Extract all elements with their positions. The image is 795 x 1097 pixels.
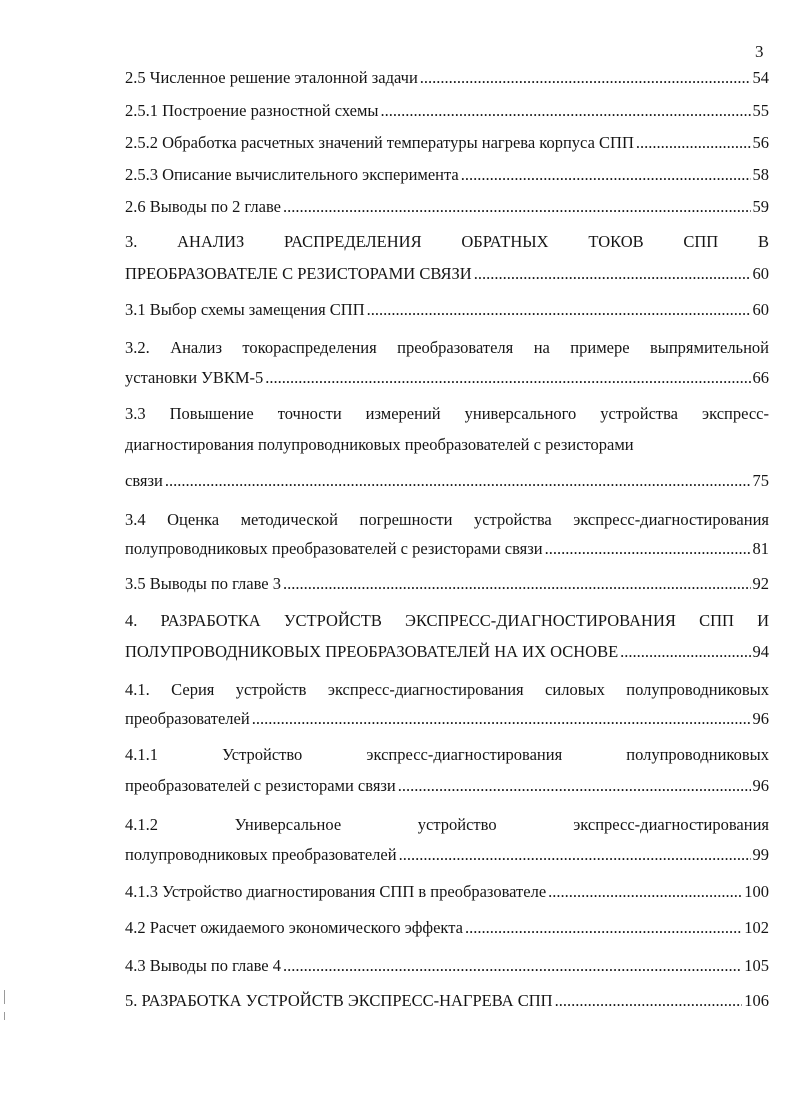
toc-entry-title: 2.6 Выводы по 2 главе <box>125 197 281 216</box>
toc-entry <box>125 884 769 901</box>
toc-entry-title: 4.2 Расчет ожидаемого экономического эффекта <box>125 918 463 937</box>
toc-entry-line1: 3.4 Оценка методической погрешности устройства экспресс-диагностирования <box>125 510 769 529</box>
toc-entry-title: 4.1.3 Устройство диагностирования СПП в преобразователе <box>125 882 547 901</box>
toc-entry <box>125 302 769 319</box>
toc-entry <box>125 711 769 728</box>
toc-entry-line1: 4.1.2 Универсальное устройство экспресс-диагностирования <box>125 815 769 834</box>
toc-entry <box>125 576 769 593</box>
toc-entry-title: диагностирования полупроводниковых преобразователей с резисторами <box>125 435 634 454</box>
toc-entry <box>125 644 769 661</box>
toc-entry-line1: 3.2. Анализ токораспределения преобразователя на примере выпрямительной <box>125 338 769 357</box>
toc-entry-title: ПОЛУПРОВОДНИКОВЫХ ПРЕОБРАЗОВАТЕЛЕЙ НА ИХ ОСНОВЕ <box>125 642 619 661</box>
toc-entry-page: 60 <box>752 264 769 283</box>
toc-entry-page: 55 <box>752 101 769 120</box>
toc-entry <box>125 541 769 558</box>
toc-entry-title: 4.3 Выводы по главе 4 <box>125 956 281 975</box>
toc-entry-page: 59 <box>752 197 769 216</box>
toc-entry <box>125 370 769 387</box>
toc-entry-title: связи <box>125 471 163 490</box>
toc-entry <box>125 199 769 216</box>
leader-dots <box>461 167 751 184</box>
toc-entry-title: 2.5 Численное решение эталонной задачи <box>125 68 418 87</box>
toc-entry-title: преобразователей с резисторами связи <box>125 776 396 795</box>
toc-entry <box>125 266 769 283</box>
toc-entry-page: 99 <box>752 845 769 864</box>
leader-dots <box>420 70 751 87</box>
page-number: 3 <box>755 42 764 61</box>
toc-entry-title: 5. РАЗРАБОТКА УСТРОЙСТВ ЭКСПРЕСС-НАГРЕВА СПП <box>125 991 553 1010</box>
scan-artifact <box>4 1012 5 1020</box>
toc-entry <box>125 103 769 120</box>
toc-entry-line1: 4. РАЗРАБОТКА УСТРОЙСТВ ЭКСПРЕСС-ДИАГНОСТИРОВАНИЯ СПП И <box>125 611 769 630</box>
leader-dots <box>381 103 751 120</box>
toc-entry-page: 92 <box>752 574 769 593</box>
toc-entry-page: 94 <box>752 642 769 661</box>
toc-entry <box>125 778 769 795</box>
toc-entry-title: ПРЕОБРАЗОВАТЕЛЕ С РЕЗИСТОРАМИ СВЯЗИ <box>125 264 472 283</box>
toc-entry-title: полупроводниковых преобразователей с резисторами связи <box>125 539 543 558</box>
toc-entry-title: 2.5.3 Описание вычислительного эксперимента <box>125 165 459 184</box>
toc-entry-line2 <box>125 437 769 454</box>
leader-dots <box>265 370 750 387</box>
toc-entry-page: 100 <box>744 882 769 901</box>
leader-dots <box>465 920 742 937</box>
scan-artifact <box>4 990 5 1004</box>
toc-entry-page: 56 <box>752 133 769 152</box>
toc-entry <box>125 473 769 490</box>
toc-entry-page: 96 <box>752 709 769 728</box>
toc-entry-page: 75 <box>752 471 769 490</box>
leader-dots <box>252 711 751 728</box>
leader-dots <box>398 778 751 795</box>
toc-entry-page: 102 <box>744 918 769 937</box>
toc-entry-title: полупроводниковых преобразователей <box>125 845 397 864</box>
leader-dots <box>399 847 751 864</box>
toc-entry <box>125 847 769 864</box>
toc-entry-title: 3.1 Выбор схемы замещения СПП <box>125 300 365 319</box>
leader-dots <box>555 993 743 1010</box>
toc-entry-title: 2.5.1 Построение разностной схемы <box>125 101 379 120</box>
toc-entry-line1: 4.1. Серия устройств экспресс-диагностирования силовых полупроводниковых <box>125 680 769 699</box>
toc-entry-title: установки УВКМ-5 <box>125 368 264 387</box>
toc-entry <box>125 135 769 152</box>
leader-dots <box>283 199 751 216</box>
toc-entry-line1: 3.3 Повышение точности измерений универсального устройства экспресс- <box>125 404 769 423</box>
toc-entry <box>125 920 769 937</box>
toc-entry-page: 105 <box>744 956 769 975</box>
leader-dots <box>545 541 751 558</box>
toc-entry-title: 2.5.2 Обработка расчетных значений температуры нагрева корпуса СПП <box>125 133 634 152</box>
leader-dots <box>283 958 742 975</box>
leader-dots <box>474 266 751 283</box>
toc-entry-title: преобразователей <box>125 709 250 728</box>
toc-entry-line1: 3. АНАЛИЗ РАСПРЕДЕЛЕНИЯ ОБРАТНЫХ ТОКОВ СПП В <box>125 232 769 251</box>
toc-entry <box>125 70 769 87</box>
leader-dots <box>548 884 742 901</box>
leader-dots <box>367 302 751 319</box>
toc-entry <box>125 167 769 184</box>
toc-entry <box>125 993 769 1010</box>
leader-dots <box>636 135 751 152</box>
toc-entry-page: 60 <box>752 300 769 319</box>
toc-entry-page: 54 <box>752 68 769 87</box>
toc-entry-title: 3.5 Выводы по главе 3 <box>125 574 281 593</box>
toc-entry-page: 96 <box>752 776 769 795</box>
leader-dots <box>165 473 751 490</box>
toc-entry-page: 58 <box>752 165 769 184</box>
toc-entry-line1: 4.1.1 Устройство экспресс-диагностирования полупроводниковых <box>125 745 769 764</box>
leader-dots <box>283 576 751 593</box>
toc-entry-page: 81 <box>752 539 769 558</box>
toc-entry-page: 66 <box>752 368 769 387</box>
toc-entry-page: 106 <box>744 991 769 1010</box>
toc-entry <box>125 958 769 975</box>
leader-dots <box>620 644 750 661</box>
